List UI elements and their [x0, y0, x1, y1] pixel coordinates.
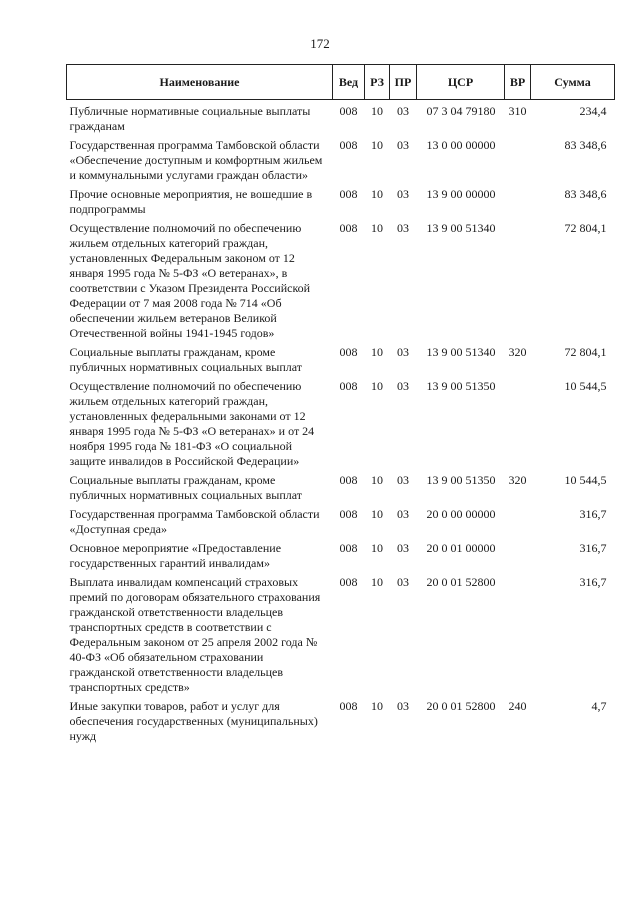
cell-pr: 03 [397, 507, 409, 521]
table-header-row [67, 65, 615, 100]
cell-rz: 10 [371, 138, 383, 152]
cell-name: Социальные выплаты гражданам, кроме публичных нормативных социальных выплат [69, 345, 303, 374]
cell-sum: 10 544,5 [564, 473, 607, 487]
table-row [67, 341, 615, 375]
cell-pr: 03 [397, 138, 409, 152]
cell-csr: 13 9 00 51340 [426, 221, 496, 235]
cell-name: Государственная программа Тамбовской области «Обеспечение доступным и комфортным жильем и коммунальными услугами граждан области» [69, 138, 323, 182]
cell-rz: 10 [371, 473, 383, 487]
table-row [67, 134, 615, 183]
header-rz: РЗ [365, 65, 390, 100]
cell-csr: 13 9 00 51340 [426, 345, 496, 359]
cell-rz: 10 [371, 541, 383, 555]
cell-name: Осуществление полномочий по обеспечению жильем отдельных категорий граждан, установленных федеральными законами от 12 января 1995 года № 5-ФЗ «О ветеранах» и от 24 ноября 1995 года № 181-ФЗ «О социальной защите инвалидов в Российской Федерации» [69, 379, 315, 468]
cell-sum: 72 804,1 [564, 345, 607, 359]
cell-vr: 320 [508, 473, 527, 487]
table-row [67, 469, 615, 503]
cell-name: Публичные нормативные социальные выплаты гражданам [69, 104, 311, 133]
cell-pr: 03 [397, 221, 409, 235]
cell-rz: 10 [371, 699, 383, 713]
cell-sum: 83 348,6 [564, 187, 607, 201]
cell-vr [505, 571, 531, 695]
header-sum: Сумма [531, 65, 615, 100]
cell-pr: 03 [397, 187, 409, 201]
cell-ved: 008 [339, 104, 358, 118]
cell-sum: 316,7 [579, 541, 607, 555]
cell-ved: 008 [339, 187, 358, 201]
budget-table [66, 64, 615, 744]
cell-pr: 03 [397, 104, 409, 118]
cell-csr: 13 9 00 51350 [426, 473, 496, 487]
cell-rz: 10 [371, 187, 383, 201]
cell-csr: 20 0 01 52800 [426, 699, 496, 713]
header-pr: ПР [390, 65, 417, 100]
cell-ved: 008 [339, 507, 358, 521]
cell-name: Основное мероприятие «Предоставление государственных гарантий инвалидам» [69, 541, 282, 570]
cell-name: Социальные выплаты гражданам, кроме публичных нормативных социальных выплат [69, 473, 303, 502]
cell-name: Осуществление полномочий по обеспечению жильем отдельных категорий граждан, установленных Федеральным законом от 12 января 1995 года № 5-ФЗ «О ветеранах», в соответствии с Указом Президента Российской Федерации от 7 мая 2008 года № 714 «Об обеспечении жильем ветеранов Великой Отечественной войны 1941-1945 годов» [69, 221, 311, 340]
header-csr: ЦСР [417, 65, 505, 100]
cell-pr: 03 [397, 345, 409, 359]
table-row [67, 571, 615, 695]
cell-sum: 316,7 [579, 507, 607, 521]
cell-name: Выплата инвалидам компенсаций страховых премий по договорам обязательного страхования гражданской ответственности владельцев транспортных средств в соответствии с Федеральным законом от 25 апреля 2002 года № 40-ФЗ «Об обязательном страховании гражданской ответственности владельцев транспортных средств» [69, 575, 321, 694]
cell-pr: 03 [397, 379, 409, 393]
table-row [67, 695, 615, 744]
table-row [67, 503, 615, 537]
cell-sum: 234,4 [579, 104, 607, 118]
cell-vr [505, 134, 531, 183]
cell-sum: 83 348,6 [564, 138, 607, 152]
cell-csr: 07 3 04 79180 [426, 104, 496, 118]
cell-sum: 72 804,1 [564, 221, 607, 235]
cell-csr: 13 0 00 00000 [426, 138, 496, 152]
cell-ved: 008 [339, 379, 358, 393]
cell-rz: 10 [371, 507, 383, 521]
table-row [67, 100, 615, 135]
cell-rz: 10 [371, 575, 383, 589]
cell-vr: 240 [508, 699, 527, 713]
cell-rz: 10 [371, 221, 383, 235]
cell-sum: 316,7 [579, 575, 607, 589]
cell-pr: 03 [397, 473, 409, 487]
cell-sum: 4,7 [591, 699, 607, 713]
cell-vr: 320 [508, 345, 527, 359]
cell-ved: 008 [339, 345, 358, 359]
table-row [67, 183, 615, 217]
cell-vr [505, 537, 531, 571]
cell-ved: 008 [339, 138, 358, 152]
header-vr: ВР [505, 65, 531, 100]
cell-csr: 20 0 01 52800 [426, 575, 496, 589]
cell-name: Иные закупки товаров, работ и услуг для обеспечения государственных (муниципальных) нужд [69, 699, 318, 743]
cell-vr [505, 217, 531, 341]
page-number: 172 [310, 36, 330, 51]
cell-ved: 008 [339, 575, 358, 589]
table-row [67, 375, 615, 469]
header-name: Наименование [67, 65, 333, 100]
cell-vr [505, 183, 531, 217]
cell-pr: 03 [397, 541, 409, 555]
cell-ved: 008 [339, 541, 358, 555]
cell-vr [505, 503, 531, 537]
cell-name: Государственная программа Тамбовской области «Доступная среда» [69, 507, 320, 536]
cell-ved: 008 [339, 473, 358, 487]
cell-rz: 10 [371, 379, 383, 393]
cell-ved: 008 [339, 221, 358, 235]
cell-name: Прочие основные мероприятия, не вошедшие в подпрограммы [69, 187, 313, 216]
cell-sum: 10 544,5 [564, 379, 607, 393]
header-ved: Вед [333, 65, 365, 100]
cell-csr: 13 9 00 00000 [426, 187, 496, 201]
table-row [67, 217, 615, 341]
cell-pr: 03 [397, 699, 409, 713]
table-row [67, 537, 615, 571]
cell-csr: 13 9 00 51350 [426, 379, 496, 393]
cell-rz: 10 [371, 345, 383, 359]
cell-vr: 310 [508, 104, 527, 118]
cell-pr: 03 [397, 575, 409, 589]
cell-csr: 20 0 01 00000 [426, 541, 496, 555]
cell-ved: 008 [339, 699, 358, 713]
cell-vr [505, 375, 531, 469]
cell-csr: 20 0 00 00000 [426, 507, 496, 521]
cell-rz: 10 [371, 104, 383, 118]
